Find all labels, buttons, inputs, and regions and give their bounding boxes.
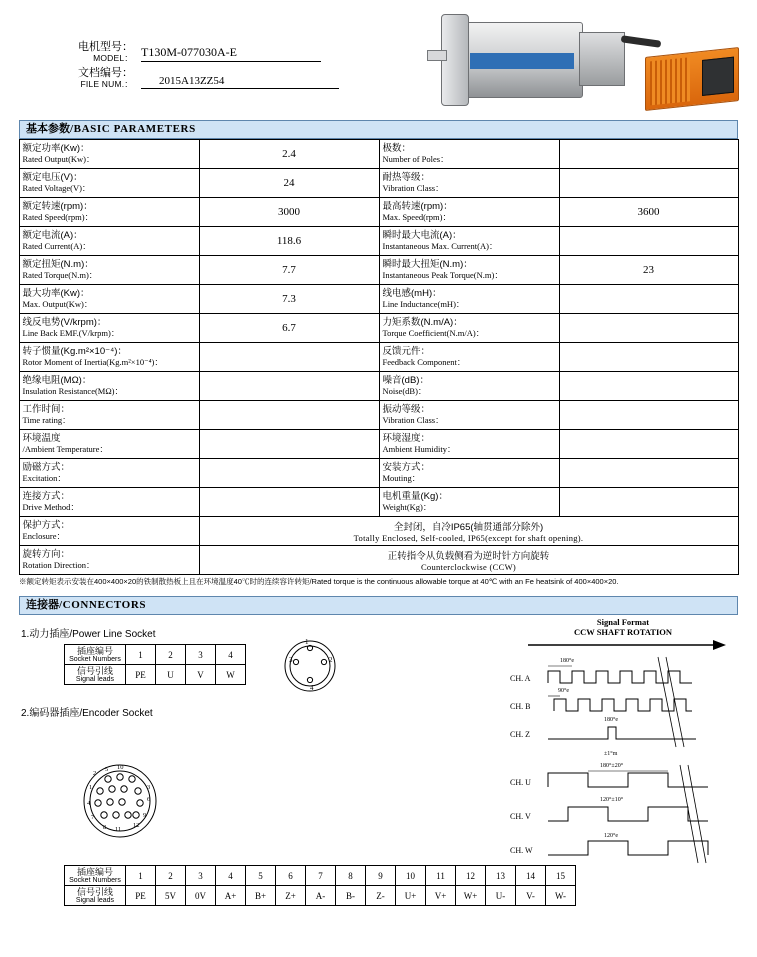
signal-format-title xyxy=(508,617,738,637)
param-label-left-en: Excitation： xyxy=(22,472,66,483)
param-label-right-cn: 噪音(dB)： xyxy=(382,375,429,387)
model-value: T130M-077030A-E xyxy=(141,45,321,62)
param-value-right xyxy=(559,169,738,198)
section-basic-parameters xyxy=(19,120,738,139)
param-label-right xyxy=(379,372,559,401)
pin-lead-row xyxy=(65,886,576,906)
enclosure-value-cn: 全封闭，自冷IP65(轴贯通部分除外) xyxy=(393,522,544,533)
param-label-left-cn: 最大功率(Kw)： xyxy=(22,288,90,300)
param-value-right xyxy=(559,459,738,488)
param-label-right xyxy=(379,314,559,343)
param-label-left-en: Rated Output(Kw)： xyxy=(22,153,95,164)
pin-lead-cell: B+ xyxy=(246,886,276,906)
param-label-left-en: Insulation Resistance(MΩ)： xyxy=(22,385,124,396)
param-label-right xyxy=(379,285,559,314)
pin-lead-cell: W+ xyxy=(456,886,486,906)
pin-number-cell: 12 xyxy=(456,866,486,886)
file-value: 2015A13ZZ54 xyxy=(141,75,339,89)
param-value-left xyxy=(199,430,379,459)
pin-lead-header: 信号引线 Signal leads xyxy=(65,886,126,906)
rotation-value-en: Counterclockwise (CCW) xyxy=(420,562,517,572)
param-label-left xyxy=(19,285,199,314)
svg-text:3: 3 xyxy=(289,656,293,664)
section-connectors-cn: 连接器 xyxy=(26,599,59,611)
pin-number-cell: 4 xyxy=(216,645,246,665)
param-value-right xyxy=(559,430,738,459)
param-value-left: 7.3 xyxy=(199,285,379,314)
pin-lead-cell: V+ xyxy=(426,886,456,906)
param-label-left xyxy=(19,198,199,227)
param-label-right-cn: 极数： xyxy=(382,143,412,155)
param-label-left xyxy=(19,140,199,169)
pin-lead-cell: Z- xyxy=(366,886,396,906)
param-label-left-en: Rated Speed(rpm)： xyxy=(22,211,94,222)
pin-lead-cell: U- xyxy=(486,886,516,906)
param-label-right-en: Mouting： xyxy=(382,472,421,483)
svg-text:9: 9 xyxy=(143,812,147,819)
param-label-left xyxy=(19,401,199,430)
param-label-right-en: Torque Coefficient(N.m/A)： xyxy=(382,327,485,338)
param-label-right-cn: 线电感(mH)： xyxy=(382,288,442,300)
param-row xyxy=(19,198,738,227)
param-label-right-en: Number of Poles： xyxy=(382,153,449,164)
param-label-right-cn: 最高转速(rpm)： xyxy=(382,201,453,213)
pin-lead-cell: 5V xyxy=(156,886,186,906)
param-row xyxy=(19,372,738,401)
encoder-socket-diagram xyxy=(77,755,163,847)
param-value-right xyxy=(559,285,738,314)
rotation-value xyxy=(199,546,738,575)
param-value-right xyxy=(559,401,738,430)
param-value-right xyxy=(559,372,738,401)
pin-lead-cell: W xyxy=(216,665,246,685)
param-label-right-en: Vibration Class： xyxy=(382,182,444,193)
svg-text:2: 2 xyxy=(93,770,97,777)
pin-lead-cell: A- xyxy=(306,886,336,906)
file-label xyxy=(55,68,133,88)
pin-lead-cell: PE xyxy=(126,886,156,906)
pin-number-cell: 1 xyxy=(126,645,156,665)
signal-format-title-line2: CCW SHAFT ROTATION xyxy=(573,627,673,638)
svg-text:120°e: 120°e xyxy=(604,833,619,840)
file-row xyxy=(55,68,355,88)
product-photo xyxy=(439,2,749,120)
param-label-left-cn: 额定电压(V)： xyxy=(22,172,83,184)
svg-text:180°e: 180°e xyxy=(604,717,619,724)
pin-lead-header: 信号引线 Signal leads xyxy=(65,665,126,685)
svg-text:10: 10 xyxy=(117,764,124,771)
param-label-right-en: Noise(dB)： xyxy=(382,385,427,396)
pin-number-cell: 1 xyxy=(126,866,156,886)
svg-text:11: 11 xyxy=(115,826,122,833)
param-row xyxy=(19,488,738,517)
param-label-right-en: Max. Speed(rpm)： xyxy=(382,211,451,222)
pin-lead-cell: U+ xyxy=(396,886,426,906)
param-label-right-cn: 反馈元件： xyxy=(382,346,431,358)
param-label-left xyxy=(19,227,199,256)
param-row-rotation xyxy=(19,546,738,575)
svg-text:1: 1 xyxy=(305,638,309,646)
param-label-left xyxy=(19,430,199,459)
svg-text:CH. W: CH. W xyxy=(510,846,533,856)
svg-text:12: 12 xyxy=(133,822,140,829)
param-label-left-cn: 环境温度 xyxy=(22,433,61,445)
param-row xyxy=(19,140,738,169)
pin-number-cell: 2 xyxy=(156,866,186,886)
param-value-left xyxy=(199,372,379,401)
svg-text:CH. V: CH. V xyxy=(510,812,531,822)
pin-number-row xyxy=(65,866,576,886)
section-basic-en: /BASIC PARAMETERS xyxy=(70,123,196,135)
param-label-right-cn: 瞬时最大扭矩(N.m)： xyxy=(382,259,473,271)
param-value-left: 3000 xyxy=(199,198,379,227)
rotation-label xyxy=(19,546,199,575)
svg-text:1: 1 xyxy=(89,784,93,791)
svg-text:±1°m: ±1°m xyxy=(604,751,618,758)
param-value-left xyxy=(199,343,379,372)
param-label-right xyxy=(379,256,559,285)
pin-number-cell: 4 xyxy=(216,866,246,886)
param-label-right xyxy=(379,169,559,198)
param-label-right-en: Instantaneous Max. Current(A)： xyxy=(382,240,498,251)
svg-text:2: 2 xyxy=(329,656,333,664)
param-label-right xyxy=(379,401,559,430)
param-label-left-en: Rated Torque(N.m)： xyxy=(22,269,98,280)
motor-rear-encoder-graphic xyxy=(579,32,625,86)
param-value-left: 24 xyxy=(199,169,379,198)
param-row xyxy=(19,256,738,285)
svg-text:6: 6 xyxy=(147,796,151,803)
pin-number-cell: 13 xyxy=(486,866,516,886)
param-label-left-cn: 额定功率(Kw)： xyxy=(22,143,90,155)
param-label-right xyxy=(379,488,559,517)
param-label-right xyxy=(379,140,559,169)
svg-text:4: 4 xyxy=(310,684,314,692)
param-value-right xyxy=(559,488,738,517)
enclosure-value-en: Totally Enclosed, Self-cooled, IP65(except for shaft opening). xyxy=(353,533,584,543)
pin-number-cell: 5 xyxy=(246,866,276,886)
svg-text:3: 3 xyxy=(147,784,151,791)
document-header xyxy=(0,0,757,120)
param-row xyxy=(19,343,738,372)
pin-number-header: 插座编号 Socket Numbers xyxy=(65,866,126,886)
svg-text:7: 7 xyxy=(91,814,95,821)
param-label-right-en: Weight(Kg)： xyxy=(382,501,432,512)
rotation-label-en: Rotation Direction： xyxy=(22,559,95,570)
param-label-left-cn: 转子惯量(Kg.m²×10⁻⁴)： xyxy=(22,346,127,358)
param-value-right xyxy=(559,343,738,372)
model-label xyxy=(55,42,133,62)
param-label-left xyxy=(19,372,199,401)
pin-lead-row xyxy=(65,665,246,685)
pin-number-row xyxy=(65,645,246,665)
basic-parameters-table xyxy=(19,139,739,575)
param-label-right-en: Vibration Class： xyxy=(382,414,444,425)
param-label-left-en: Max. Output(Kw)： xyxy=(22,298,93,309)
param-label-left-cn: 励磁方式： xyxy=(22,462,71,474)
param-row xyxy=(19,430,738,459)
param-value-left: 7.7 xyxy=(199,256,379,285)
rotation-value-cn: 正转指令从负载侧看为逆时针方向旋转 xyxy=(387,551,550,562)
svg-text:180°e: 180°e xyxy=(560,658,575,665)
drive-connector-graphic xyxy=(702,57,734,96)
param-label-left xyxy=(19,343,199,372)
rated-torque-footnote: ※额定转矩表示安装在400×400×20的铁制散热板上且在环境温度40℃时的连续容许转矩/Rated torque is the continuous allowable torque at 40℃ with an Fe heatsink of 400×400×20. xyxy=(19,577,619,586)
param-label-right-cn: 瞬时最大电流(A)： xyxy=(382,230,462,242)
param-label-left-cn: 工作时间： xyxy=(22,404,71,416)
param-label-left-en: Time rating： xyxy=(22,414,71,425)
param-label-left-en: /Ambient Temperature： xyxy=(22,443,108,454)
model-info-block xyxy=(55,42,355,91)
signal-format-title-line1: Signal Format xyxy=(596,617,650,627)
rotation-label-cn: 旋转方向： xyxy=(22,549,71,561)
encoder-pin-table xyxy=(64,865,576,906)
enclosure-label xyxy=(19,517,199,546)
param-row-enclosure xyxy=(19,517,738,546)
drive-heatsink-graphic xyxy=(650,57,690,105)
power-pin-table xyxy=(64,644,246,685)
param-label-left-en: Rotor Moment of Inertia(Kg.m²×10⁻⁴)： xyxy=(22,356,163,367)
svg-text:5: 5 xyxy=(105,766,109,773)
pin-lead-cell: 0V xyxy=(186,886,216,906)
param-label-left-cn: 连接方式： xyxy=(22,491,71,503)
svg-text:180°±20°: 180°±20° xyxy=(600,763,624,770)
pin-number-header: 插座编号 Socket Numbers xyxy=(65,645,126,665)
param-value-right: 23 xyxy=(559,256,738,285)
svg-text:CH. B: CH. B xyxy=(510,702,531,712)
signal-waveform-diagram xyxy=(508,637,736,887)
pin-lead-cell: PE xyxy=(126,665,156,685)
pin-lead-cell: B- xyxy=(336,886,366,906)
pin-lead-cell: W- xyxy=(546,886,576,906)
section-connectors-en: /CONNECTORS xyxy=(59,599,147,611)
svg-text:CH. Z: CH. Z xyxy=(510,730,530,740)
param-label-right-cn: 电机重量(Kg)： xyxy=(382,491,448,503)
pin-number-cell: 2 xyxy=(156,645,186,665)
param-label-right-en: Line Inductance(mH)： xyxy=(382,298,465,309)
svg-text:8: 8 xyxy=(103,824,107,831)
pin-lead-cell: U xyxy=(156,665,186,685)
param-value-right: 3600 xyxy=(559,198,738,227)
param-row xyxy=(19,459,738,488)
param-label-right xyxy=(379,227,559,256)
param-label-right-cn: 耐热等级： xyxy=(382,172,431,184)
param-label-right-en: Feedback Component： xyxy=(382,356,466,367)
enclosure-value xyxy=(199,517,738,546)
param-label-left xyxy=(19,459,199,488)
param-label-left-en: Rated Current(A)： xyxy=(22,240,91,251)
svg-text:CH. A: CH. A xyxy=(510,674,531,684)
param-label-right-en: Instantaneous Peak Torque(N.m)： xyxy=(382,269,503,280)
param-label-right-en: Ambient Humidity： xyxy=(382,443,456,454)
param-value-left xyxy=(199,401,379,430)
param-label-left-en: Drive Method： xyxy=(22,501,79,512)
pin-number-cell: 10 xyxy=(396,866,426,886)
pin-lead-cell: V xyxy=(186,665,216,685)
model-label-cn: 电机型号： xyxy=(78,41,133,53)
connectors-area xyxy=(19,617,738,904)
pin-number-cell: 3 xyxy=(186,866,216,886)
param-label-left xyxy=(19,314,199,343)
svg-text:90°e: 90°e xyxy=(558,688,570,695)
power-socket-diagram xyxy=(277,632,343,700)
pin-number-cell: 7 xyxy=(306,866,336,886)
pin-number-cell: 14 xyxy=(516,866,546,886)
svg-text:CH. U: CH. U xyxy=(510,778,531,788)
drive-unit-graphic xyxy=(645,47,739,111)
param-row xyxy=(19,285,738,314)
param-label-left xyxy=(19,256,199,285)
encoder-socket-title: 2.编码器插座/Encoder Socket xyxy=(21,708,153,719)
section-connectors xyxy=(19,596,738,615)
param-label-right-cn: 振动等级： xyxy=(382,404,431,416)
model-row xyxy=(55,42,355,62)
param-label-right xyxy=(379,198,559,227)
pin-number-cell: 3 xyxy=(186,645,216,665)
section-basic-cn: 基本参数 xyxy=(26,123,70,135)
param-label-left xyxy=(19,488,199,517)
file-label-en: FILE NUM.： xyxy=(80,79,133,90)
param-label-left-en: Rated Voltage(V)： xyxy=(22,182,91,193)
param-value-left: 118.6 xyxy=(199,227,379,256)
pin-number-cell: 11 xyxy=(426,866,456,886)
motor-shaft-graphic xyxy=(427,50,447,61)
param-value-left xyxy=(199,488,379,517)
param-row xyxy=(19,401,738,430)
param-value-right xyxy=(559,314,738,343)
param-value-right xyxy=(559,140,738,169)
param-label-left xyxy=(19,169,199,198)
param-row xyxy=(19,227,738,256)
param-label-right xyxy=(379,343,559,372)
param-label-right xyxy=(379,430,559,459)
param-label-left-cn: 额定转速(rpm)： xyxy=(22,201,93,213)
param-label-right-cn: 力矩系数(N.m/A)： xyxy=(382,317,463,329)
param-label-left-cn: 线反电势(V/krpm)： xyxy=(22,317,107,329)
param-label-left-cn: 绝缘电阻(MΩ)： xyxy=(22,375,92,387)
pin-lead-cell: V- xyxy=(516,886,546,906)
model-label-en: MODEL： xyxy=(93,52,133,63)
svg-text:4: 4 xyxy=(87,800,91,807)
file-label-cn: 文档编号： xyxy=(78,67,133,80)
pin-number-cell: 15 xyxy=(546,866,576,886)
enclosure-label-cn: 保护方式： xyxy=(22,520,71,532)
param-value-left xyxy=(199,459,379,488)
param-label-right xyxy=(379,459,559,488)
param-row xyxy=(19,169,738,198)
pin-lead-cell: Z+ xyxy=(276,886,306,906)
svg-text:120°±10°: 120°±10° xyxy=(600,797,624,804)
pin-number-cell: 6 xyxy=(276,866,306,886)
param-row xyxy=(19,314,738,343)
param-value-left: 6.7 xyxy=(199,314,379,343)
param-label-left-cn: 额定扭矩(N.m)： xyxy=(22,259,94,271)
pin-number-cell: 8 xyxy=(336,866,366,886)
pin-lead-cell: A+ xyxy=(216,886,246,906)
enclosure-label-en: Enclosure： xyxy=(22,530,65,541)
pin-number-cell: 9 xyxy=(366,866,396,886)
power-socket-title: 1.动力插座/Power Line Socket xyxy=(21,629,156,640)
param-value-left: 2.4 xyxy=(199,140,379,169)
param-label-right-cn: 安装方式： xyxy=(382,462,431,474)
motor-body-graphic xyxy=(461,22,583,98)
param-label-left-en: Line Back EMF.(V/krpm)： xyxy=(22,327,120,338)
signal-format-panel xyxy=(508,617,738,889)
param-value-right xyxy=(559,227,738,256)
param-label-left-cn: 额定电流(A)： xyxy=(22,230,83,242)
param-label-right-cn: 环境湿度： xyxy=(382,433,431,445)
motor-cable-graphic xyxy=(621,35,662,47)
